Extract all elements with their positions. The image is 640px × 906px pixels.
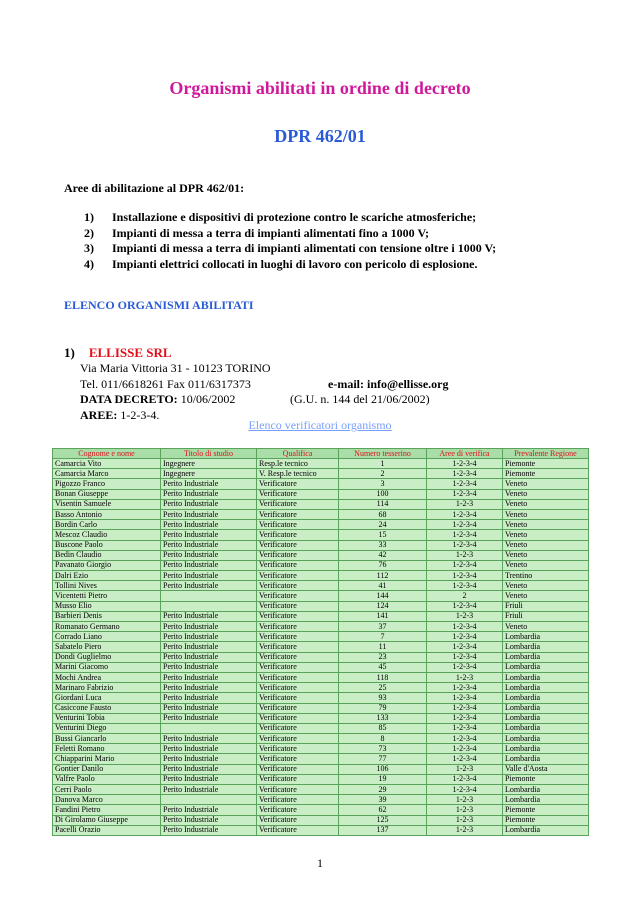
table-cell: Dalri Ezio — [53, 571, 161, 581]
table-cell: 1-2-3-4 — [427, 601, 503, 611]
table-cell: Verificatore — [257, 499, 339, 509]
table-cell: Verificatore — [257, 540, 339, 550]
table-cell: Perito Industriale — [161, 703, 257, 713]
table-cell: Perito Industriale — [161, 550, 257, 560]
table-row — [53, 611, 589, 621]
table-cell: 1-2-3-4 — [427, 622, 503, 632]
table-cell: 1-2-3 — [427, 672, 503, 682]
table-cell: Mochi Andrea — [53, 672, 161, 682]
table-cell: 1-2-3-4 — [427, 581, 503, 591]
list-item: 2) Impianti di messa a terra di impianti alimentati fino a 1000 V; — [84, 225, 430, 240]
table-cell: 1-2-3-4 — [427, 530, 503, 540]
table-cell: Verificatore — [257, 550, 339, 560]
table-cell: 45 — [339, 662, 427, 672]
table-cell: Perito Industriale — [161, 825, 257, 835]
table-cell: 1-2-3-4 — [427, 652, 503, 662]
table-cell: 1-2-3 — [427, 825, 503, 835]
table-cell: Barbieri Denis — [53, 611, 161, 621]
table-cell: Verificatore — [257, 652, 339, 662]
section-title: ELENCO ORGANISMI ABILITATI — [64, 298, 254, 312]
organism-details — [80, 361, 449, 423]
table-cell: 93 — [339, 693, 427, 703]
table-cell: Marinaro Fabrizio — [53, 683, 161, 693]
table-cell: Verificatore — [257, 672, 339, 682]
table-cell: Romanato Germano — [53, 622, 161, 632]
table-cell: Lombardia — [503, 672, 589, 682]
table-cell: 3 — [339, 479, 427, 489]
table-cell: 1-2-3-4 — [427, 744, 503, 754]
table-cell: Perito Industriale — [161, 642, 257, 652]
table-cell: Verificatore — [257, 713, 339, 723]
verificatori-table — [52, 448, 589, 836]
table-cell: Verificatore — [257, 489, 339, 499]
table-cell: 29 — [339, 785, 427, 795]
table-cell: 1-2-3-4 — [427, 703, 503, 713]
table-cell: Veneto — [503, 560, 589, 570]
table-cell: Verificatore — [257, 754, 339, 764]
table-cell: Cerri Paolo — [53, 785, 161, 795]
table-cell: Perito Industriale — [161, 662, 257, 672]
column-header: Qualifica — [257, 449, 339, 459]
table-cell: Verificatore — [257, 622, 339, 632]
table-cell: 2 — [339, 469, 427, 479]
table-cell: Perito Industriale — [161, 652, 257, 662]
table-cell: 76 — [339, 560, 427, 570]
column-header: Aree di verifica — [427, 449, 503, 459]
table-cell: 1-2-3-4 — [427, 489, 503, 499]
table-cell: Veneto — [503, 509, 589, 519]
decree-gu: (G.U. n. 144 del 21/06/2002) — [290, 392, 430, 406]
table-row — [53, 571, 589, 581]
table-cell: Verificatore — [257, 734, 339, 744]
table-cell: 79 — [339, 703, 427, 713]
table-cell: Lombardia — [503, 683, 589, 693]
table-cell: Bordin Carlo — [53, 520, 161, 530]
table-cell: 25 — [339, 683, 427, 693]
table-cell: Veneto — [503, 591, 589, 601]
table-cell: Di Girolamo Giuseppe — [53, 815, 161, 825]
table-cell: Perito Industriale — [161, 815, 257, 825]
table-cell: 1-2-3-4 — [427, 642, 503, 652]
table-cell: 125 — [339, 815, 427, 825]
table-cell: Perito Industriale — [161, 530, 257, 540]
table-row — [53, 672, 589, 682]
table-cell: Veneto — [503, 622, 589, 632]
table-cell: Lombardia — [503, 632, 589, 642]
table-cell — [161, 795, 257, 805]
decree-label: DATA DECRETO: — [80, 392, 178, 406]
table-cell: Verificatore — [257, 591, 339, 601]
table-cell: 42 — [339, 550, 427, 560]
table-cell: Sabatelo Piero — [53, 642, 161, 652]
areas-heading: Aree di abilitazione al DPR 462/01: — [64, 181, 245, 195]
table-body — [53, 459, 589, 836]
table-cell: 85 — [339, 723, 427, 733]
table-cell: Verificatore — [257, 805, 339, 815]
table-cell: Perito Industriale — [161, 622, 257, 632]
table-cell: Perito Industriale — [161, 509, 257, 519]
table-cell: 41 — [339, 581, 427, 591]
table-row — [53, 723, 589, 733]
table-cell: 100 — [339, 489, 427, 499]
table-cell: Verificatore — [257, 774, 339, 784]
table-cell: Perito Industriale — [161, 734, 257, 744]
table-cell: Verificatore — [257, 509, 339, 519]
table-cell: Verificatore — [257, 611, 339, 621]
table-cell: 1-2-3 — [427, 805, 503, 815]
organism-contacts — [80, 376, 449, 393]
table-cell: 1-2-3 — [427, 764, 503, 774]
table-row — [53, 581, 589, 591]
list-item: 3) Impianti di messa a terra di impianti alimentati con tensione oltre i 1000 V; — [84, 241, 497, 255]
table-cell: Verificatore — [257, 785, 339, 795]
table-row — [53, 509, 589, 519]
table-row — [53, 785, 589, 795]
table-cell: Lombardia — [503, 785, 589, 795]
table-cell: Lombardia — [503, 652, 589, 662]
table-cell: Verificatore — [257, 795, 339, 805]
table-row — [53, 734, 589, 744]
table-cell: 1-2-3-4 — [427, 560, 503, 570]
table-cell: Piemonte — [503, 815, 589, 825]
table-cell: Verificatore — [257, 683, 339, 693]
table-cell: 1-2-3-4 — [427, 520, 503, 530]
table-row — [53, 744, 589, 754]
organism-address: Via Maria Vittoria 31 - 10123 TORINO — [80, 361, 271, 375]
table-cell: Valfre Paolo — [53, 774, 161, 784]
table-cell: Verificatore — [257, 723, 339, 733]
table-cell: Verificatore — [257, 703, 339, 713]
table-cell: Pavanato Giorgio — [53, 560, 161, 570]
table-cell: 1-2-3 — [427, 499, 503, 509]
organism-email[interactable]: e-mail: info@ellisse.org — [328, 376, 449, 391]
organism-name: ELLISSE SRL — [88, 345, 172, 360]
table-cell: 33 — [339, 540, 427, 550]
table-row — [53, 652, 589, 662]
organism-tel: Tel. 011/6618261 Fax 011/6317373 — [80, 376, 251, 391]
table-cell: 124 — [339, 601, 427, 611]
table-cell: Visentin Samuele — [53, 499, 161, 509]
table-cell: Pacelli Orazio — [53, 825, 161, 835]
table-cell: Perito Industriale — [161, 672, 257, 682]
table-cell: Perito Industriale — [161, 693, 257, 703]
table-cell: Valle d'Aosta — [503, 764, 589, 774]
table-row — [53, 499, 589, 509]
table-cell: Perito Industriale — [161, 611, 257, 621]
table-cell: Verificatore — [257, 601, 339, 611]
table-cell: 11 — [339, 642, 427, 652]
table-cell: Verificatore — [257, 744, 339, 754]
table-cell: 1-2-3 — [427, 550, 503, 560]
table-cell: Veneto — [503, 520, 589, 530]
table-cell: Lombardia — [503, 723, 589, 733]
table-cell: Venturini Diego — [53, 723, 161, 733]
column-header: Prevalente Regione — [503, 449, 589, 459]
table-cell: 37 — [339, 622, 427, 632]
table-cell: Gontier Danilo — [53, 764, 161, 774]
table-cell: Veneto — [503, 479, 589, 489]
table-cell: Tollini Nives — [53, 581, 161, 591]
page-number: 1 — [317, 856, 323, 870]
table-cell: Dondi Guglielmo — [53, 652, 161, 662]
organism-number: 1) — [64, 345, 75, 360]
table-cell: Danova Marco — [53, 795, 161, 805]
table-cell: 133 — [339, 713, 427, 723]
decree-date: 10/06/2002 — [180, 392, 236, 406]
table-cell: 1-2-3-4 — [427, 774, 503, 784]
page-title: Organismi abilitati in ordine di decreto — [169, 78, 471, 98]
table-cell: Perito Industriale — [161, 479, 257, 489]
table-cell: Bedin Claudio — [53, 550, 161, 560]
table-cell: Perito Industriale — [161, 560, 257, 570]
table-row — [53, 815, 589, 825]
table-cell: Verificatore — [257, 560, 339, 570]
table-row — [53, 540, 589, 550]
table-row — [53, 459, 589, 469]
table-cell: 1-2-3-4 — [427, 662, 503, 672]
table-cell: Camarcia Marco — [53, 469, 161, 479]
table-cell: 8 — [339, 734, 427, 744]
table-cell: Lombardia — [503, 754, 589, 764]
table-row — [53, 632, 589, 642]
table-cell: Chiapparini Mario — [53, 754, 161, 764]
table-cell: Vicentetti Pietro — [53, 591, 161, 601]
table-cell: Perito Industriale — [161, 683, 257, 693]
table-row — [53, 774, 589, 784]
table-cell: 1-2-3-4 — [427, 479, 503, 489]
areas-list — [84, 210, 496, 272]
table-cell: Veneto — [503, 540, 589, 550]
table-cell: Camarcia Vito — [53, 459, 161, 469]
table-cell: 114 — [339, 499, 427, 509]
table-cell: Perito Industriale — [161, 774, 257, 784]
table-cell: Verificatore — [257, 693, 339, 703]
table-cell: 2 — [427, 591, 503, 601]
table-cell: 1-2-3-4 — [427, 713, 503, 723]
table-cell: Verificatore — [257, 520, 339, 530]
table-cell: V. Resp.le tecnico — [257, 469, 339, 479]
table-cell: Perito Industriale — [161, 499, 257, 509]
table-cell: Verificatore — [257, 632, 339, 642]
table-row — [53, 530, 589, 540]
table-row — [53, 825, 589, 835]
table-row — [53, 805, 589, 815]
table-cell: 137 — [339, 825, 427, 835]
table-cell: Friuli — [503, 611, 589, 621]
table-cell: Piemonte — [503, 459, 589, 469]
areas-label: AREE: — [80, 407, 118, 422]
table-cell: Perito Industriale — [161, 785, 257, 795]
table-cell: 1-2-3-4 — [427, 540, 503, 550]
table-cell: 1-2-3-4 — [427, 571, 503, 581]
table-cell: Verificatore — [257, 825, 339, 835]
table-cell: Casiccone Fausto — [53, 703, 161, 713]
table-row — [53, 489, 589, 499]
table-row — [53, 754, 589, 764]
table-cell: Resp.le tecnico — [257, 459, 339, 469]
column-header: Titolo di studio — [161, 449, 257, 459]
table-cell: Buscone Paolo — [53, 540, 161, 550]
table-cell: Friuli — [503, 601, 589, 611]
column-header: Cognome e nome — [53, 449, 161, 459]
list-item: 1) Installazione e dispositivi di protezione contro le scariche atmosferiche; — [84, 210, 477, 224]
page-subtitle: DPR 462/01 — [274, 126, 366, 146]
table-cell: 1-2-3-4 — [427, 459, 503, 469]
table-row — [53, 662, 589, 672]
table-cell: 1-2-3-4 — [427, 469, 503, 479]
table-cell: Venturini Tobia — [53, 713, 161, 723]
table-cell: Lombardia — [503, 825, 589, 835]
table-cell: Veneto — [503, 550, 589, 560]
table-cell: Piemonte — [503, 469, 589, 479]
list-item: 4) Impianti elettrici collocati in luoghi di lavoro con pericolo di esplosione. — [84, 256, 478, 271]
table-cell: Piemonte — [503, 774, 589, 784]
table-row — [53, 713, 589, 723]
column-header: Numero tesserino — [339, 449, 427, 459]
verificatori-link[interactable]: Elenco verificatori organismo — [248, 418, 392, 432]
table-cell: 68 — [339, 509, 427, 519]
table-cell: Perito Industriale — [161, 520, 257, 530]
areas-value: 1-2-3-4. — [120, 407, 160, 422]
table-row — [53, 560, 589, 570]
table-cell: Verificatore — [257, 571, 339, 581]
table-cell: 19 — [339, 774, 427, 784]
table-cell: Bonan Giuseppe — [53, 489, 161, 499]
table-cell — [161, 591, 257, 601]
table-row — [53, 591, 589, 601]
table-cell: Perito Industriale — [161, 754, 257, 764]
table-cell: Feletti Romano — [53, 744, 161, 754]
table-cell: 77 — [339, 754, 427, 764]
table-cell: 1-2-3-4 — [427, 509, 503, 519]
table-cell: 1-2-3-4 — [427, 734, 503, 744]
table-cell: 1-2-3-4 — [427, 683, 503, 693]
organism-header — [64, 345, 172, 361]
table-cell: Mescoz Claudio — [53, 530, 161, 540]
table-cell: Perito Industriale — [161, 489, 257, 499]
table-cell: Verificatore — [257, 764, 339, 774]
table-cell: Lombardia — [503, 795, 589, 805]
table-row — [53, 469, 589, 479]
table-cell — [161, 723, 257, 733]
table-cell: 141 — [339, 611, 427, 621]
table-cell: 39 — [339, 795, 427, 805]
table-row — [53, 795, 589, 805]
table-cell: Giordani Luca — [53, 693, 161, 703]
table-cell: 73 — [339, 744, 427, 754]
table-cell: 1 — [339, 459, 427, 469]
table-cell: 118 — [339, 672, 427, 682]
table-cell: Trentino — [503, 571, 589, 581]
table-header-row — [53, 449, 589, 459]
table-row — [53, 642, 589, 652]
table-cell: Verificatore — [257, 815, 339, 825]
table-cell: Verificatore — [257, 479, 339, 489]
table-cell: Marini Giacomo — [53, 662, 161, 672]
table-cell: 1-2-3-4 — [427, 723, 503, 733]
table-cell: 1-2-3 — [427, 815, 503, 825]
table-cell: Perito Industriale — [161, 571, 257, 581]
table-cell: Ingegnere — [161, 459, 257, 469]
table-cell: Lombardia — [503, 734, 589, 744]
table-cell: 15 — [339, 530, 427, 540]
table-cell: Piemonte — [503, 805, 589, 815]
table-row — [53, 622, 589, 632]
organism-decree — [80, 392, 430, 408]
table-cell: Lombardia — [503, 703, 589, 713]
table-cell: 1-2-3 — [427, 795, 503, 805]
table-cell: Musso Elio — [53, 601, 161, 611]
table-cell: 62 — [339, 805, 427, 815]
table-row — [53, 764, 589, 774]
table-row — [53, 683, 589, 693]
table-cell: Fandini Pietro — [53, 805, 161, 815]
table-row — [53, 601, 589, 611]
table-cell: Bussi Giancarlo — [53, 734, 161, 744]
table-cell: Perito Industriale — [161, 713, 257, 723]
table-cell: Veneto — [503, 530, 589, 540]
table-cell: 7 — [339, 632, 427, 642]
table-cell: Pigozzo Franco — [53, 479, 161, 489]
table-cell: Perito Industriale — [161, 581, 257, 591]
table-cell: Perito Industriale — [161, 540, 257, 550]
table-cell: Perito Industriale — [161, 744, 257, 754]
table-cell: Verificatore — [257, 642, 339, 652]
table-cell: 106 — [339, 764, 427, 774]
table-cell: Lombardia — [503, 693, 589, 703]
table-row — [53, 550, 589, 560]
table-cell: Perito Industriale — [161, 632, 257, 642]
table-cell: 1-2-3-4 — [427, 632, 503, 642]
table-row — [53, 479, 589, 489]
table-cell: Ingegnere — [161, 469, 257, 479]
table-cell: Veneto — [503, 499, 589, 509]
table-cell: Verificatore — [257, 530, 339, 540]
table-cell — [161, 601, 257, 611]
table-row — [53, 693, 589, 703]
table-cell: 1-2-3 — [427, 611, 503, 621]
table-cell: 1-2-3-4 — [427, 754, 503, 764]
table-cell: 112 — [339, 571, 427, 581]
table-cell: Perito Industriale — [161, 805, 257, 815]
table-row — [53, 520, 589, 530]
table-cell: 1-2-3-4 — [427, 785, 503, 795]
table-cell: Veneto — [503, 581, 589, 591]
table-cell: Lombardia — [503, 744, 589, 754]
table-cell: Basso Antonio — [53, 509, 161, 519]
table-cell: 144 — [339, 591, 427, 601]
table-cell: Perito Industriale — [161, 764, 257, 774]
table-cell: Verificatore — [257, 581, 339, 591]
table-cell: Veneto — [503, 489, 589, 499]
table-cell: Lombardia — [503, 662, 589, 672]
table-cell: Verificatore — [257, 662, 339, 672]
table-row — [53, 703, 589, 713]
verificatori-table-wrapper — [52, 448, 588, 836]
table-cell: Corrado Liano — [53, 632, 161, 642]
table-cell: Lombardia — [503, 713, 589, 723]
table-cell: 24 — [339, 520, 427, 530]
table-cell: Lombardia — [503, 642, 589, 652]
table-cell: 1-2-3-4 — [427, 693, 503, 703]
table-cell: 23 — [339, 652, 427, 662]
